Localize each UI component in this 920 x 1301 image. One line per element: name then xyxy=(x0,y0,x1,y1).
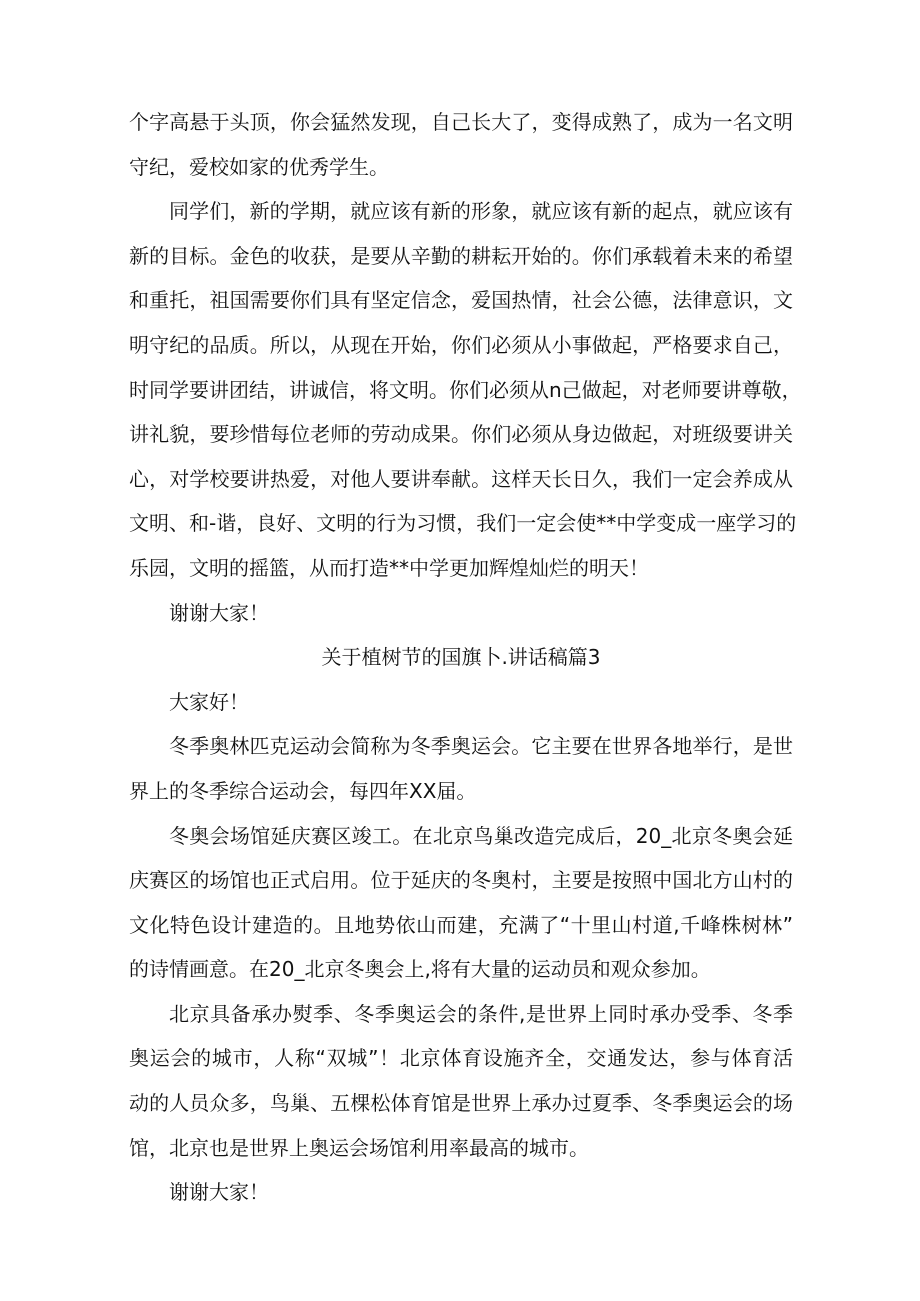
text-line: 和重托，祖国需要你们具有坚定信念，爱国热情，社会公德，法律意识，文 xyxy=(129,288,793,313)
section-heading: 关于植树节的国旗卜.讲话稿篇3 xyxy=(321,645,601,670)
closing-thanks: 谢谢大家！ xyxy=(169,1180,269,1205)
document-body xyxy=(129,100,802,1215)
paragraph-4 xyxy=(129,814,793,992)
paragraph-5 xyxy=(129,992,793,1170)
closing-thanks: 谢谢大家！ xyxy=(169,600,269,625)
text-line: 时同学要讲团结，讲诚信，将文明。你们必须从n己做起，对老师要讲尊敬， xyxy=(129,377,802,402)
text-line: 动的人员众多，鸟巢、五棵松体育馆是世界上承办过夏季、冬季奥运会的场 xyxy=(129,1091,793,1116)
text-line: 心，对学校要讲热爱，对他人要讲奉献。这样天长日久，我们一定会养成从 xyxy=(129,466,793,491)
text-line: 文明、和-谐，良好、文明的行为习惯，我们一定会使**中学变成一座学习的 xyxy=(129,511,797,536)
text-line: 的诗情画意。在20_北京冬奥会上,将有大量的运动员和观众参加。 xyxy=(129,957,711,982)
text-line: 同学们，新的学期，就应该有新的形象，就应该有新的起点，就应该有 xyxy=(169,199,793,224)
text-line: 馆，北京也是世界上奥运会场馆利用率最高的城市。 xyxy=(129,1135,589,1160)
text-line: 庆赛区的场馆也正式启用。位于延庆的冬奥村，主要是按照中国北方山村的 xyxy=(129,868,793,893)
text-line: 奥运会的城市，人称“双城”！北京体育设施齐全，交通发达，参与体育活 xyxy=(129,1046,793,1071)
greeting: 大家好！ xyxy=(169,689,249,714)
text-line: 个字高悬于头顶，你会猛然发现，自己长大了，变得成熟了，成为一名文明 xyxy=(129,110,793,134)
text-line: 冬奥会场馆延庆赛区竣工。在北京鸟巢改造完成后，20_北京冬奥会延 xyxy=(169,823,793,848)
text-line: 明守纪的品质。所以，从现在开始，你们必须从小事做起，严格要求自己， xyxy=(129,332,793,357)
text-line: 北京具备承办熨季、冬季奥运会的条件,是世界上同时承办受季、冬季 xyxy=(169,1001,793,1026)
paragraph-3 xyxy=(129,724,793,813)
text-line: 守纪，爱校如家的优秀学生。 xyxy=(129,154,389,179)
text-line: 新的目标。金色的收获，是要从辛勤的耕耘开始的。你们承载着未来的希望 xyxy=(129,243,793,268)
text-line: 冬季奥林匹克运动会简称为冬季奥运会。它主要在世界各地举行，是世 xyxy=(169,734,793,759)
paragraph-2 xyxy=(129,189,802,590)
text-line: 文化特色设计建造的。且地势依山而建，充满了“十里山村道,千峰株树林” xyxy=(129,912,793,937)
paragraph-1 xyxy=(129,100,793,189)
text-line: 讲礼貌，要珍惜每位老师的劳动成果。你们必须从身边做起，对班级要讲关 xyxy=(129,422,793,447)
text-line: 界上的冬季综合运动会，每四年XX届。 xyxy=(129,778,477,803)
text-line: 乐园，文明的摇篮，从而打造**中学更加辉煌灿烂的明天！ xyxy=(129,555,649,580)
